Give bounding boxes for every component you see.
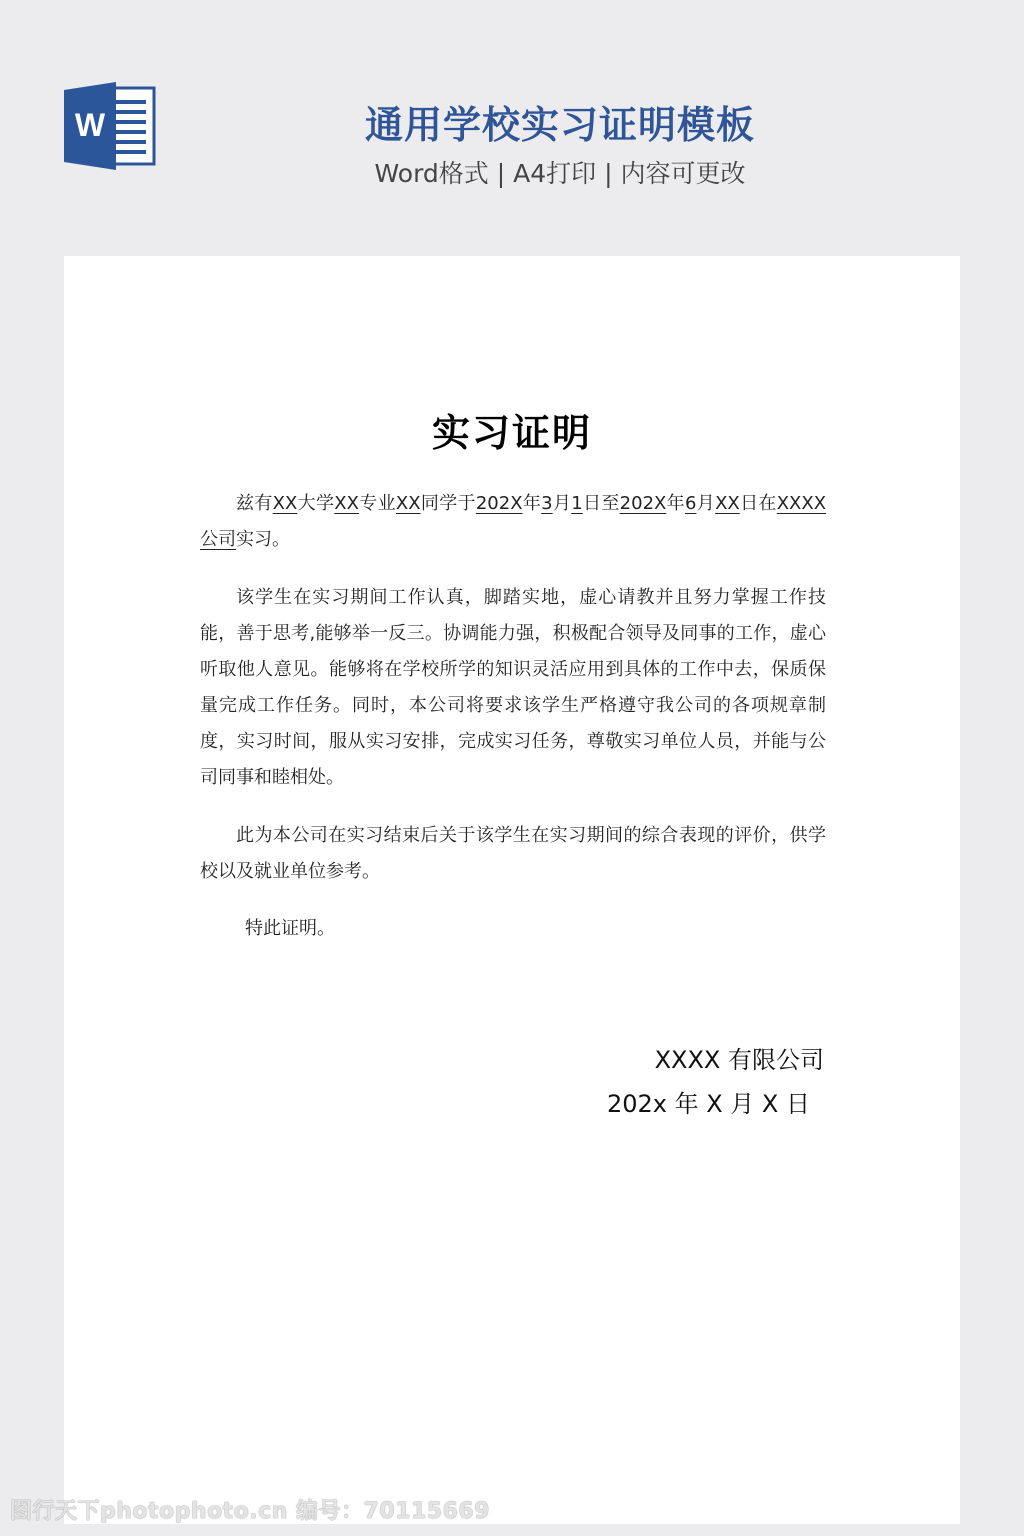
company-field: XXXX 公司 bbox=[200, 493, 827, 550]
header bbox=[0, 0, 1024, 250]
closing-statement: 特此证明。 bbox=[245, 918, 335, 939]
end-year-field: 202X bbox=[619, 493, 667, 514]
start-day-field: 1 bbox=[571, 493, 583, 514]
document-body bbox=[200, 486, 826, 890]
company-signature: XXXX 有限公司 bbox=[654, 1046, 824, 1074]
end-day-field: XX bbox=[715, 493, 740, 514]
start-month-field: 3 bbox=[541, 493, 553, 514]
end-month-field: 6 bbox=[685, 493, 697, 514]
start-year-field: 202X bbox=[475, 493, 523, 514]
university-field: XX bbox=[272, 493, 298, 514]
paragraph-intern-info: 兹有XX大学XX专业XX同学于202X年3月1日至202X年6月XX日在XXXX 公司实习。 bbox=[200, 493, 827, 550]
paragraph-evaluation: 该学生在实习期间工作认真，脚踏实地，虚心请教并且努力掌握工作技能，善于思考,能够举一反三。协调能力强，积极配合领导及同事的工作，虚心听取他人意见。能够将在学校所学的知识灵活应用到具体的工作中去，保质保量完成工作任务。同时，本公司将要求该学生严格遵守我公司的各项规章制度，实习时间，服从实习安排，完成实习任务，尊敬实习单位人员，并能与公司同事和睦相处。 bbox=[200, 587, 826, 788]
template-title: 通用学校实习证明模板 bbox=[364, 103, 755, 147]
major-field: XX bbox=[334, 493, 359, 514]
word-logo-letter: W bbox=[74, 107, 106, 143]
document-title: 实习证明 bbox=[431, 411, 592, 455]
student-field: XX bbox=[395, 493, 421, 514]
document-page bbox=[64, 256, 960, 1524]
signature-date: 202x 年 X 月 X 日 bbox=[606, 1090, 810, 1118]
word-icon bbox=[64, 82, 156, 170]
template-subtitle: Word格式 | A4打印 | 内容可更改 bbox=[374, 159, 746, 188]
paragraph-purpose: 此为本公司在实习结束后关于该学生在实习期间的综合表现的评价，供学校以及就业单位参考。 bbox=[200, 825, 826, 882]
watermark: 图行天下photophoto.cn 编号：70115669 bbox=[10, 1499, 490, 1524]
